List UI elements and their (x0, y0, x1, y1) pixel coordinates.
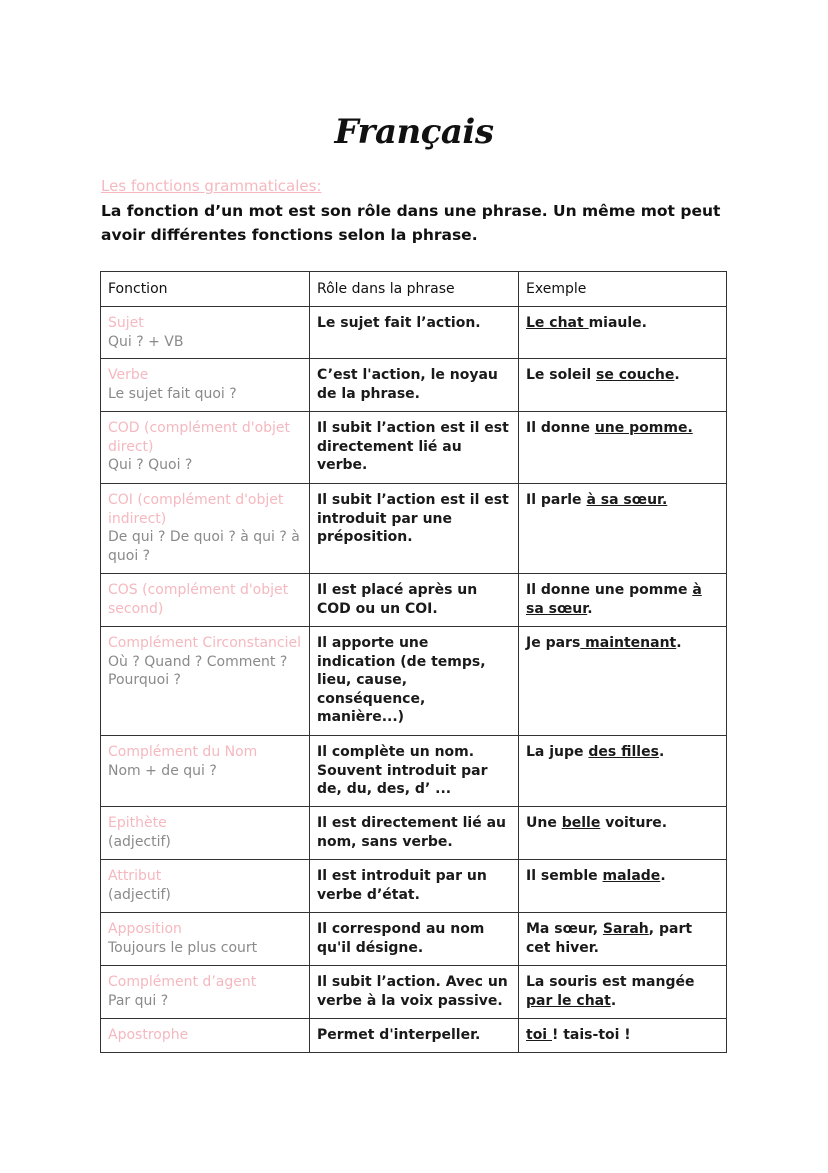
function-name: Complément Circonstanciel (108, 635, 302, 651)
example-underlined: par le chat (526, 992, 611, 1009)
role-cell: Il est placé après un COD ou un COI. (310, 574, 519, 627)
example-text: . (676, 635, 682, 651)
section-subtitle: Les fonctions grammaticales: (101, 177, 322, 195)
example-cell (519, 574, 727, 627)
role-cell: Il subit l’action. Avec un verbe à la voix passive. (310, 966, 519, 1019)
example-text: Il donne une pomme (526, 582, 693, 598)
example-text: . (658, 744, 665, 760)
role-cell: Il correspond au nom qu'il désigne. (310, 913, 519, 966)
example-text: Ma sœur, (526, 921, 603, 937)
function-question: (adjectif) (108, 833, 171, 850)
example-text: Il donne (526, 420, 595, 436)
function-name: COD (complément d'objet direct) (108, 420, 291, 455)
example-underlined: à sa sœur. (586, 492, 668, 508)
example-text: Je pars (526, 635, 581, 651)
function-name: Sujet (108, 315, 144, 331)
example-cell (519, 1019, 727, 1053)
table-header-row (101, 272, 727, 307)
function-cell (101, 860, 310, 913)
example-cell (519, 736, 727, 807)
function-name: Attribut (108, 868, 162, 884)
example-text: , part cet hiver. (526, 921, 693, 956)
function-name: Verbe (108, 367, 149, 383)
role-cell: Il complète un nom. Souvent introduit par de, du, des, d’ ... (310, 736, 519, 807)
function-cell (101, 807, 310, 860)
table-row (101, 736, 727, 807)
table-row (101, 412, 727, 484)
grammar-functions-table (100, 271, 727, 1053)
example-cell (519, 484, 727, 574)
example-underlined: Le chat (526, 315, 589, 331)
header-exemple: Exemple (519, 272, 727, 307)
role-cell: Il subit l’action est il est introduit par une préposition. (310, 484, 519, 574)
example-text: Il semble (526, 868, 603, 884)
table-row (101, 359, 727, 412)
function-question: Qui ? + VB (108, 333, 184, 350)
table-row (101, 627, 727, 736)
function-question: De qui ? De quoi ? à qui ? à quoi ? (108, 529, 300, 564)
function-name: COI (complément d'objet indirect) (108, 492, 284, 527)
example-text: Il parle (526, 492, 587, 508)
example-text: ! tais-toi ! (551, 1027, 631, 1043)
table-row (101, 307, 727, 359)
function-cell (101, 966, 310, 1019)
function-cell (101, 412, 310, 484)
function-question: Le sujet fait quoi ? (108, 385, 237, 402)
function-cell (101, 627, 310, 736)
example-underlined: malade (602, 868, 661, 884)
role-cell: Il subit l’action est il est directement lié au verbe. (310, 412, 519, 484)
function-cell (101, 913, 310, 966)
function-question: Par qui ? (108, 992, 169, 1009)
example-text: . (610, 992, 617, 1009)
table-row (101, 860, 727, 913)
table-row (101, 484, 727, 574)
example-cell (519, 412, 727, 484)
function-question: Toujours le plus court (108, 939, 258, 956)
example-cell (519, 807, 727, 860)
function-name: Epithète (108, 815, 167, 831)
example-text: miaule. (588, 315, 647, 331)
function-name: Apposition (108, 921, 182, 937)
example-underlined: des filles (588, 744, 659, 760)
function-question: Qui ? Quoi ? (108, 457, 193, 473)
table-row (101, 966, 727, 1019)
example-underlined: toi (526, 1027, 552, 1043)
role-cell: Permet d'interpeller. (310, 1019, 519, 1053)
table-row (101, 1019, 727, 1053)
header-fonction: Fonction (101, 272, 310, 307)
example-underlined: à sa sœur (526, 582, 702, 617)
page-title: Français (334, 112, 494, 152)
function-question: Où ? Quand ? Comment ? Pourquoi ? (108, 653, 288, 688)
function-cell (101, 359, 310, 412)
function-name: Complément d’agent (108, 974, 257, 990)
example-text: voiture. (600, 815, 668, 831)
function-name: Apostrophe (108, 1027, 189, 1043)
example-cell (519, 966, 727, 1019)
table-row (101, 807, 727, 860)
example-text: La souris est mangée (526, 974, 695, 990)
function-name: Complément du Nom (108, 744, 258, 760)
example-underlined: Sarah (602, 921, 649, 937)
example-text: Une (526, 815, 562, 831)
example-text: . (587, 600, 593, 617)
table-row (101, 913, 727, 966)
intro-paragraph: La fonction d’un mot est son rôle dans une phrase. Un même mot peut avoir différentes fonctions selon la phrase. (101, 202, 721, 244)
function-cell (101, 1019, 310, 1053)
example-underlined: se couche (596, 367, 675, 383)
example-underlined: maintenant (580, 635, 677, 651)
example-cell (519, 913, 727, 966)
example-cell (519, 359, 727, 412)
example-text: La jupe (526, 744, 589, 760)
example-cell (519, 627, 727, 736)
function-cell (101, 484, 310, 574)
function-question: (adjectif) (108, 886, 171, 903)
example-cell (519, 307, 727, 359)
header-role: Rôle dans la phrase (310, 272, 519, 307)
function-name: COS (complément d'objet second) (108, 582, 289, 617)
function-cell (101, 736, 310, 807)
function-question: Nom + de qui ? (108, 762, 217, 779)
example-text: Le soleil (526, 367, 597, 383)
role-cell: C’est l'action, le noyau de la phrase. (310, 359, 519, 412)
function-cell (101, 574, 310, 627)
table-row (101, 574, 727, 627)
role-cell: Il apporte une indication (de temps, lieu, cause, conséquence, manière...) (310, 627, 519, 736)
example-underlined: belle (561, 815, 601, 831)
function-cell (101, 307, 310, 359)
role-cell: Il est directement lié au nom, sans verbe. (310, 807, 519, 860)
example-underlined: une pomme. (594, 420, 693, 436)
role-cell: Il est introduit par un verbe d’état. (310, 860, 519, 913)
example-cell (519, 860, 727, 913)
example-text: . (674, 367, 680, 383)
role-cell: Le sujet fait l’action. (310, 307, 519, 359)
example-text: . (660, 868, 666, 884)
